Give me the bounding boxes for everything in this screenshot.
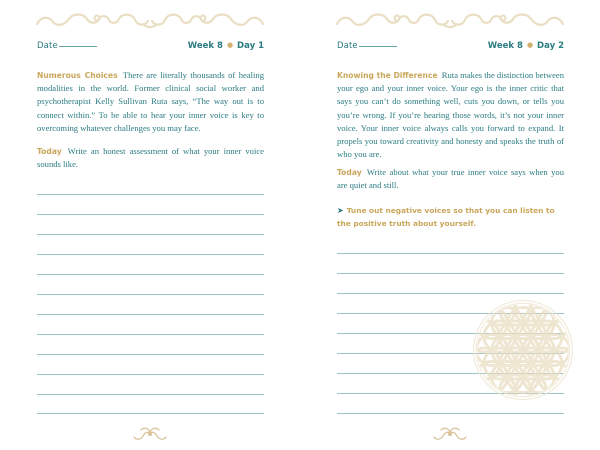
day-number: Day 1 [237, 41, 264, 51]
writing-line[interactable] [37, 314, 264, 315]
date-field[interactable] [337, 41, 397, 51]
week-day-label [488, 41, 564, 51]
writing-line[interactable] [37, 254, 264, 255]
week-number: Week 8 [187, 41, 223, 51]
writing-line[interactable] [37, 274, 264, 275]
separator-dot-icon: ● [526, 41, 534, 49]
section-paragraph [37, 69, 264, 135]
writing-line[interactable] [37, 334, 264, 335]
date-label: Date [337, 41, 358, 51]
today-label: Today [337, 168, 362, 177]
date-blank-line[interactable] [59, 46, 97, 47]
top-flourish-icon [335, 10, 565, 30]
today-prompt-text: Write about what your true inner voice says when you are quiet and still. [337, 167, 564, 191]
writing-line[interactable] [37, 374, 264, 375]
section-title: Knowing the Difference [337, 71, 438, 80]
today-prompt [37, 145, 264, 171]
separator-dot-icon: ● [226, 41, 234, 49]
writing-line[interactable] [37, 294, 264, 295]
week-day-label [188, 41, 264, 51]
tip-text: Tune out negative voices so that you can listen to the positive truth about yourself. [337, 206, 555, 228]
day-number: Day 2 [537, 41, 564, 51]
writing-line[interactable] [37, 394, 264, 395]
bottom-flourish-icon [430, 425, 470, 441]
top-flourish-icon [35, 10, 265, 30]
date-label: Date [37, 41, 58, 51]
arrow-right-icon: ➤ [337, 206, 344, 215]
writing-line[interactable] [337, 293, 564, 294]
section-body: There are literally thousands of healing modalities in the world. Former clinical social worker and psychotherapist Kelly Sullivan Ruta says, “The way out is to connect within.” To be able to hear your inner voice is key to overcoming whatever challenges you may face. [37, 70, 264, 133]
writing-line[interactable] [37, 194, 264, 195]
section-body: Ruta makes the distinction between your ego and your inner voice. Your ego is the inner critic that says you can’t do something well, cuts you down, or tells you you’re wrong. If you’re hearing those words, it’s not your inner voice. Your inner voice always calls you forward to expand. It propels you toward creativity and honesty and speaks the truth of who you are. [337, 70, 564, 160]
date-blank-line[interactable] [359, 46, 397, 47]
writing-line[interactable] [37, 214, 264, 215]
today-label: Today [37, 147, 62, 156]
week-number: Week 8 [487, 41, 523, 51]
writing-line[interactable] [37, 354, 264, 355]
today-prompt-text: Write an honest assessment of what your inner voice sounds like. [37, 146, 264, 170]
writing-line[interactable] [37, 413, 264, 414]
today-prompt [337, 166, 564, 192]
writing-line[interactable] [337, 273, 564, 274]
tip-callout [337, 204, 564, 230]
page-header [337, 41, 564, 55]
section-paragraph [337, 69, 564, 161]
section-title: Numerous Choices [37, 71, 118, 80]
writing-line[interactable] [37, 234, 264, 235]
writing-line[interactable] [337, 413, 564, 414]
bottom-flourish-icon [130, 425, 170, 441]
flower-of-life-icon [468, 295, 578, 405]
writing-line[interactable] [337, 253, 564, 254]
page-header [37, 41, 264, 55]
date-field[interactable] [37, 41, 97, 51]
